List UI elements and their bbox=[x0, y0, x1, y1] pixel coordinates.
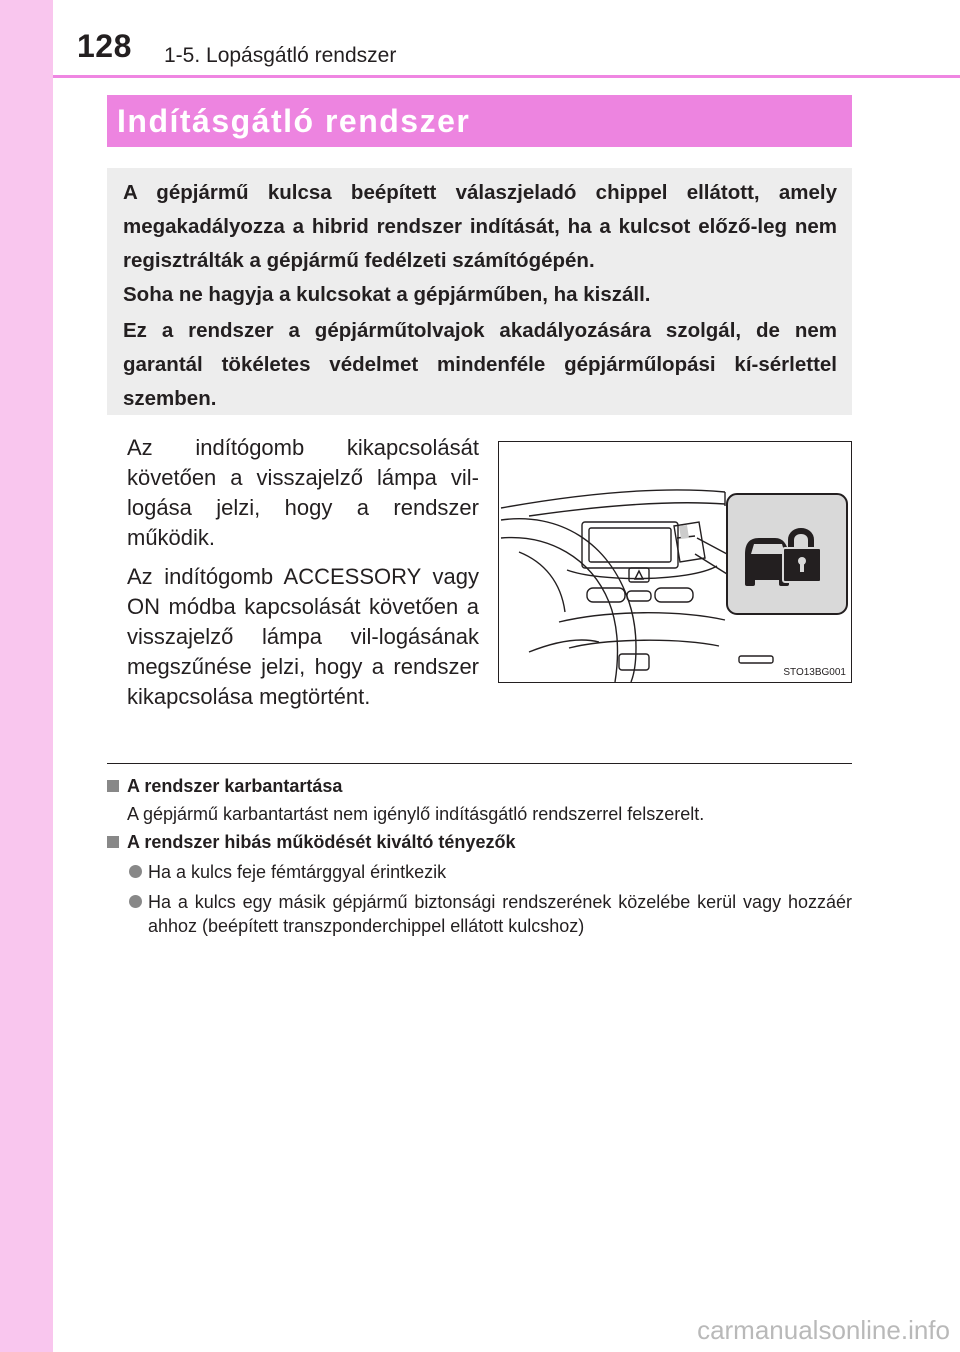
page-number: 128 bbox=[77, 28, 132, 64]
list-item bbox=[129, 890, 852, 938]
malfunction-heading-text: A rendszer hibás működését kiváltó tényezők bbox=[127, 832, 516, 852]
maintenance-heading-text: A rendszer karbantartása bbox=[127, 776, 343, 796]
dashboard-figure bbox=[498, 441, 852, 683]
side-strip bbox=[0, 0, 53, 1352]
intro-paragraph-2: Soha ne hagyja a kulcsokat a gépjárműben, ha kiszáll. bbox=[123, 283, 651, 306]
circle-bullet-icon bbox=[129, 865, 142, 878]
dashboard-illustration bbox=[499, 442, 851, 682]
figure-code: STO13BG001 bbox=[783, 667, 846, 678]
maintenance-heading bbox=[107, 774, 852, 798]
circle-bullet-icon bbox=[129, 895, 142, 908]
watermark: carmanualsonline.info bbox=[697, 1315, 950, 1345]
list-item bbox=[129, 860, 852, 884]
intro-paragraph-1: A gépjármű kulcsa beépített válaszjeladó chippel ellátott, amely megakadályozza a hibrid rendszer indítását, ha a kulcsot előző-leg nem regisztrálták a gépjármű fedélzeti számítógépén. bbox=[123, 181, 837, 272]
square-bullet-icon bbox=[107, 780, 119, 792]
section-reference: 1-5. Lopásgátló rendszer bbox=[164, 44, 397, 67]
intro-box bbox=[107, 168, 852, 415]
maintenance-text: A gépjármű karbantartást nem igénylő indításgátló rendszerrel felszerelt. bbox=[127, 804, 705, 824]
section-divider bbox=[107, 763, 852, 764]
malfunction-heading bbox=[107, 830, 852, 854]
body-text-column bbox=[127, 433, 479, 721]
intro-paragraph-3: Ez a rendszer a gépjárműtolvajok akadályozására szolgál, de nem garantál tökéletes védelmet mindenféle gépjárműlopási kí-sérlettel szemben. bbox=[123, 319, 837, 410]
section-title: Indításgátló rendszer bbox=[117, 103, 471, 139]
notes-section bbox=[107, 774, 852, 944]
square-bullet-icon bbox=[107, 836, 119, 848]
list-item-text: Ha a kulcs egy másik gépjármű biztonsági rendszerének közelébe kerül vagy hozzáér ahhoz (beépített transzponderchippel ellátott kulcshoz) bbox=[148, 892, 852, 936]
body-paragraph-1: Az indítógomb kikapcsolását követően a visszajelző lámpa vil-logása jelzi, hogy a rendszer működik. bbox=[127, 435, 479, 550]
body-paragraph-2: Az indítógomb ACCESSORY vagy ON módba kapcsolását követően a visszajelző lámpa vil-logásának megszűnése jelzi, hogy a rendszer kikapcsolása megtörtént. bbox=[127, 564, 479, 709]
section-title-bar bbox=[107, 95, 852, 147]
header-rule bbox=[53, 75, 960, 78]
list-item-text: Ha a kulcs feje fémtárggyal érintkezik bbox=[148, 862, 447, 882]
